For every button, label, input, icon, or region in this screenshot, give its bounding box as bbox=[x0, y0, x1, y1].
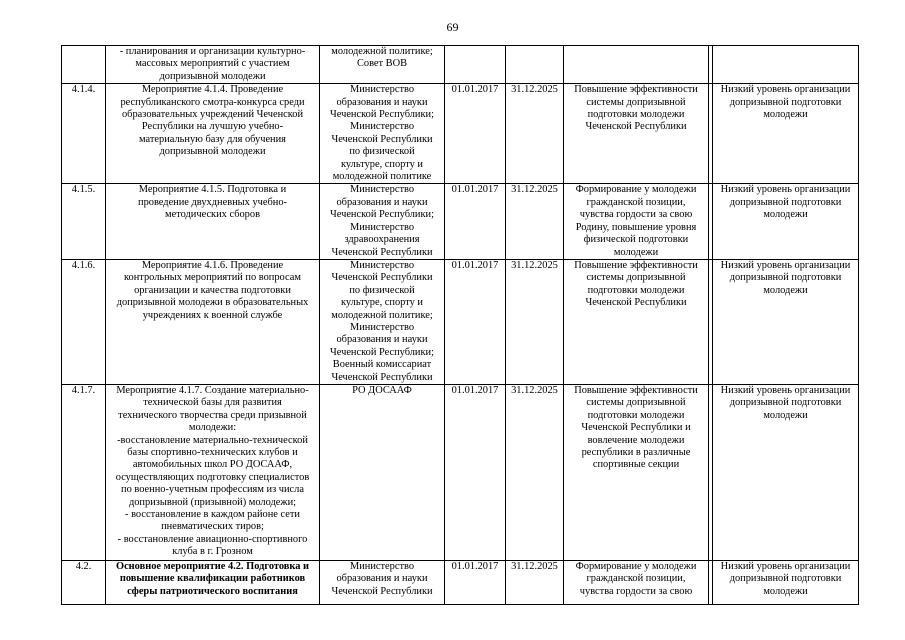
expected-result-line: Чеченской Республики и bbox=[581, 422, 691, 434]
executor-line: молодежной политике bbox=[332, 171, 432, 183]
executor-line: культуре, спорту и bbox=[341, 297, 423, 309]
measure-name-line: допризывной молодежи в образовательных bbox=[116, 297, 309, 309]
risk-line: молодежи bbox=[763, 109, 808, 121]
risk-line: молодежи bbox=[763, 284, 808, 296]
table-row bbox=[62, 184, 859, 259]
measure-name-line: автомобильных школ РО ДОСААФ, bbox=[132, 459, 293, 471]
risk-cell bbox=[713, 259, 859, 384]
measure-name-line: технической базы для развития bbox=[143, 397, 282, 409]
executor-line: молодежной политике; bbox=[331, 309, 433, 321]
executor-line: Совет ВОВ bbox=[356, 58, 408, 70]
risk-line: Низкий уровень организации bbox=[720, 384, 851, 396]
executor-line: Министерство bbox=[349, 259, 415, 271]
row-number-cell bbox=[62, 46, 106, 84]
executor-line: Чеченской Республики bbox=[331, 272, 433, 284]
executor-line: образования и науки bbox=[336, 334, 428, 346]
executor-line: Чеченской Республики; bbox=[329, 346, 434, 358]
executor-cell bbox=[320, 259, 445, 384]
risk-line: Низкий уровень организации bbox=[720, 84, 851, 96]
expected-result-line: системы допризывной bbox=[586, 397, 686, 409]
executor-line: здравоохранения bbox=[344, 234, 420, 246]
risk-cell bbox=[713, 560, 859, 604]
expected-result-line: Родину, повышение уровня bbox=[575, 221, 697, 233]
expected-result-line: подготовки молодежи bbox=[587, 109, 685, 121]
executor-line: Министерство bbox=[349, 221, 415, 233]
expected-result-line: системы допризывной bbox=[586, 272, 686, 284]
start-date-cell: 01.01.2017 bbox=[445, 259, 506, 384]
executor-line: по физической bbox=[349, 146, 415, 158]
executor-cell bbox=[320, 560, 445, 604]
executor-line: молодежной политике; bbox=[331, 46, 433, 57]
measure-name-line: молодежи: bbox=[188, 422, 237, 434]
start-date-cell: 01.01.2017 bbox=[445, 560, 506, 604]
executor-line: культуре, спорту и bbox=[341, 158, 423, 170]
start-date-cell: 01.01.2017 bbox=[445, 84, 506, 184]
measure-name-line: материальную базу для обучения bbox=[139, 133, 286, 145]
table-row bbox=[62, 384, 859, 560]
expected-result-line: спортивные секции bbox=[592, 459, 680, 471]
risk-line: допризывной подготовки bbox=[729, 397, 842, 409]
expected-result-cell bbox=[564, 259, 709, 384]
executor-cell bbox=[320, 84, 445, 184]
measure-name-line: сферы патриотического воспитания bbox=[127, 585, 298, 597]
executor-line: образования и науки bbox=[336, 96, 428, 108]
risk-line: молодежи bbox=[763, 585, 808, 597]
program-table bbox=[61, 45, 859, 605]
measure-name-line: допризывной молодежи bbox=[159, 146, 266, 158]
page-number: 69 bbox=[446, 20, 459, 34]
measure-name-line: клуба в г. Грозном bbox=[172, 546, 253, 558]
risk-line: молодежи bbox=[763, 209, 808, 221]
expected-result-line: подготовки молодежи bbox=[587, 284, 685, 296]
executor-line: Министерство bbox=[349, 84, 415, 96]
executor-cell bbox=[320, 46, 445, 84]
risk-cell bbox=[713, 46, 859, 84]
measure-name-line: Основное мероприятие 4.2. Подготовка и bbox=[115, 560, 310, 572]
measure-name-line: Мероприятие 4.1.5. Подготовка и bbox=[138, 184, 287, 196]
expected-result-line: вовлечение молодежи bbox=[587, 434, 685, 446]
expected-result-line: Повышение эффективности bbox=[574, 384, 698, 396]
end-date-cell: 31.12.2025 bbox=[506, 384, 564, 560]
expected-result-line: подготовки молодежи bbox=[587, 409, 685, 421]
measure-name-line: республиканского смотра-конкурса среди bbox=[120, 96, 305, 108]
measure-name-line: методических сборов bbox=[165, 209, 260, 221]
risk-line: Низкий уровень организации bbox=[720, 259, 851, 271]
risk-cell bbox=[713, 384, 859, 560]
measure-name-line: пневматических тиров; bbox=[161, 521, 264, 533]
measure-name-line: Мероприятие 4.1.4. Проведение bbox=[141, 84, 284, 96]
risk-line: допризывной подготовки bbox=[729, 96, 842, 108]
executor-line: образования и науки bbox=[336, 196, 428, 208]
measure-name-cell bbox=[106, 46, 320, 84]
expected-result-line: чувства гордости за свою bbox=[579, 209, 693, 221]
end-date-cell: 31.12.2025 bbox=[506, 184, 564, 259]
measure-name-line: -восстановление материально-технической bbox=[117, 434, 308, 446]
executor-cell bbox=[320, 384, 445, 560]
risk-line: допризывной подготовки bbox=[729, 272, 842, 284]
measure-name-line: образовательных учреждений Чеченской bbox=[121, 109, 304, 121]
measure-name-line: учреждениях к военной службе bbox=[142, 309, 283, 321]
row-number-cell: 4.1.5. bbox=[62, 184, 106, 259]
executor-line: образования и науки bbox=[336, 573, 428, 585]
table-row bbox=[62, 259, 859, 384]
table-row bbox=[62, 560, 859, 604]
expected-result-line: Чеченской Республики bbox=[585, 121, 687, 133]
expected-result-line: республики в различные bbox=[581, 447, 691, 458]
executor-line: Чеченской Республики bbox=[331, 371, 433, 383]
expected-result-cell bbox=[564, 184, 709, 259]
measure-name-line: Мероприятие 4.1.7. Создание материально- bbox=[116, 384, 309, 396]
expected-result-cell bbox=[564, 560, 709, 604]
risk-line: Низкий уровень организации bbox=[720, 560, 851, 572]
expected-result-cell bbox=[564, 46, 709, 84]
measure-name-line: - восстановление в каждом районе сети bbox=[125, 509, 300, 521]
measure-name-line: технического творчества среди призывной bbox=[118, 409, 307, 421]
table-row bbox=[62, 46, 859, 84]
end-date-cell: 31.12.2025 bbox=[506, 84, 564, 184]
measure-name-cell bbox=[106, 84, 320, 184]
expected-result-line: молодежи bbox=[613, 246, 659, 258]
measure-name-cell bbox=[106, 184, 320, 259]
start-date-cell: 01.01.2017 bbox=[445, 184, 506, 259]
executor-line: Министерство bbox=[349, 184, 415, 196]
expected-result-line: Повышение эффективности bbox=[574, 84, 698, 96]
executor-line: Чеченской Республики bbox=[331, 246, 433, 258]
expected-result-line: гражданской позиции, bbox=[586, 196, 686, 208]
measure-name-line: осуществляющих подготовку специалистов bbox=[115, 471, 310, 483]
measure-name-cell bbox=[106, 560, 320, 604]
expected-result-line: Чеченской Республики bbox=[585, 297, 687, 309]
executor-cell bbox=[320, 184, 445, 259]
executor-line: Министерство bbox=[349, 121, 415, 133]
executor-line: Военный комиссариат bbox=[332, 359, 432, 371]
end-date-cell bbox=[506, 46, 564, 84]
risk-line: Низкий уровень организации bbox=[720, 184, 851, 196]
expected-result-line: Формирование у молодежи bbox=[575, 560, 697, 572]
expected-result-line: Повышение эффективности bbox=[574, 259, 698, 271]
executor-line: Чеченской Республики; bbox=[329, 209, 434, 221]
expected-result-line: физической подготовки bbox=[583, 234, 689, 246]
executor-line: РО ДОСААФ bbox=[352, 384, 412, 396]
executor-line: Чеченской Республики bbox=[331, 585, 433, 597]
measure-name-line: Республики на лучшую учебно- bbox=[141, 121, 284, 133]
measure-name-cell bbox=[106, 259, 320, 384]
end-date-cell: 31.12.2025 bbox=[506, 560, 564, 604]
executor-line: Министерство bbox=[349, 560, 415, 572]
start-date-cell: 01.01.2017 bbox=[445, 384, 506, 560]
measure-name-line: допризывной молодежи bbox=[159, 70, 266, 82]
measure-name-line: контрольных мероприятий по вопросам bbox=[124, 272, 301, 284]
executor-line: Чеченской Республики; bbox=[329, 109, 434, 121]
risk-cell bbox=[713, 184, 859, 259]
measure-name-line: повышение квалификации работников bbox=[119, 573, 306, 585]
expected-result-cell bbox=[564, 384, 709, 560]
expected-result-line: чувства гордости за свою bbox=[579, 585, 693, 597]
executor-line: Министерство bbox=[349, 321, 415, 333]
measure-name-line: Мероприятие 4.1.6. Проведение bbox=[141, 259, 284, 271]
executor-line: по физической bbox=[349, 284, 415, 296]
measure-name-line: по военно-учетным профессиям из числа bbox=[121, 484, 304, 496]
measure-name-line: организации и качества подготовки bbox=[134, 284, 291, 296]
measure-name-line: проведение двухдневных учебно- bbox=[138, 196, 287, 208]
end-date-cell: 31.12.2025 bbox=[506, 259, 564, 384]
expected-result-line: Формирование у молодежи bbox=[575, 184, 697, 196]
table-row bbox=[62, 84, 859, 184]
expected-result-cell bbox=[564, 84, 709, 184]
expected-result-line: гражданской позиции, bbox=[586, 573, 686, 585]
measure-name-line: допризывной (призывной) молодежи; bbox=[128, 496, 297, 508]
executor-line: Чеченской Республики bbox=[331, 133, 433, 145]
row-number-cell: 4.2. bbox=[62, 560, 106, 604]
risk-line: допризывной подготовки bbox=[729, 196, 842, 208]
measure-name-line: базы спортивно-технических клубов и bbox=[127, 447, 298, 458]
risk-line: допризывной подготовки bbox=[729, 573, 842, 585]
row-number-cell: 4.1.6. bbox=[62, 259, 106, 384]
measure-name-line: массовых мероприятий с участием bbox=[135, 58, 290, 70]
measure-name-cell bbox=[106, 384, 320, 560]
measure-name-line: - восстановление авиационно-спортивного bbox=[117, 533, 308, 545]
row-number-cell: 4.1.7. bbox=[62, 384, 106, 560]
risk-cell bbox=[713, 84, 859, 184]
row-number-cell: 4.1.4. bbox=[62, 84, 106, 184]
start-date-cell bbox=[445, 46, 506, 84]
expected-result-line: системы допризывной bbox=[586, 96, 686, 108]
risk-line: молодежи bbox=[763, 409, 808, 421]
measure-name-line: - планирования и организации культурно- bbox=[119, 46, 306, 57]
